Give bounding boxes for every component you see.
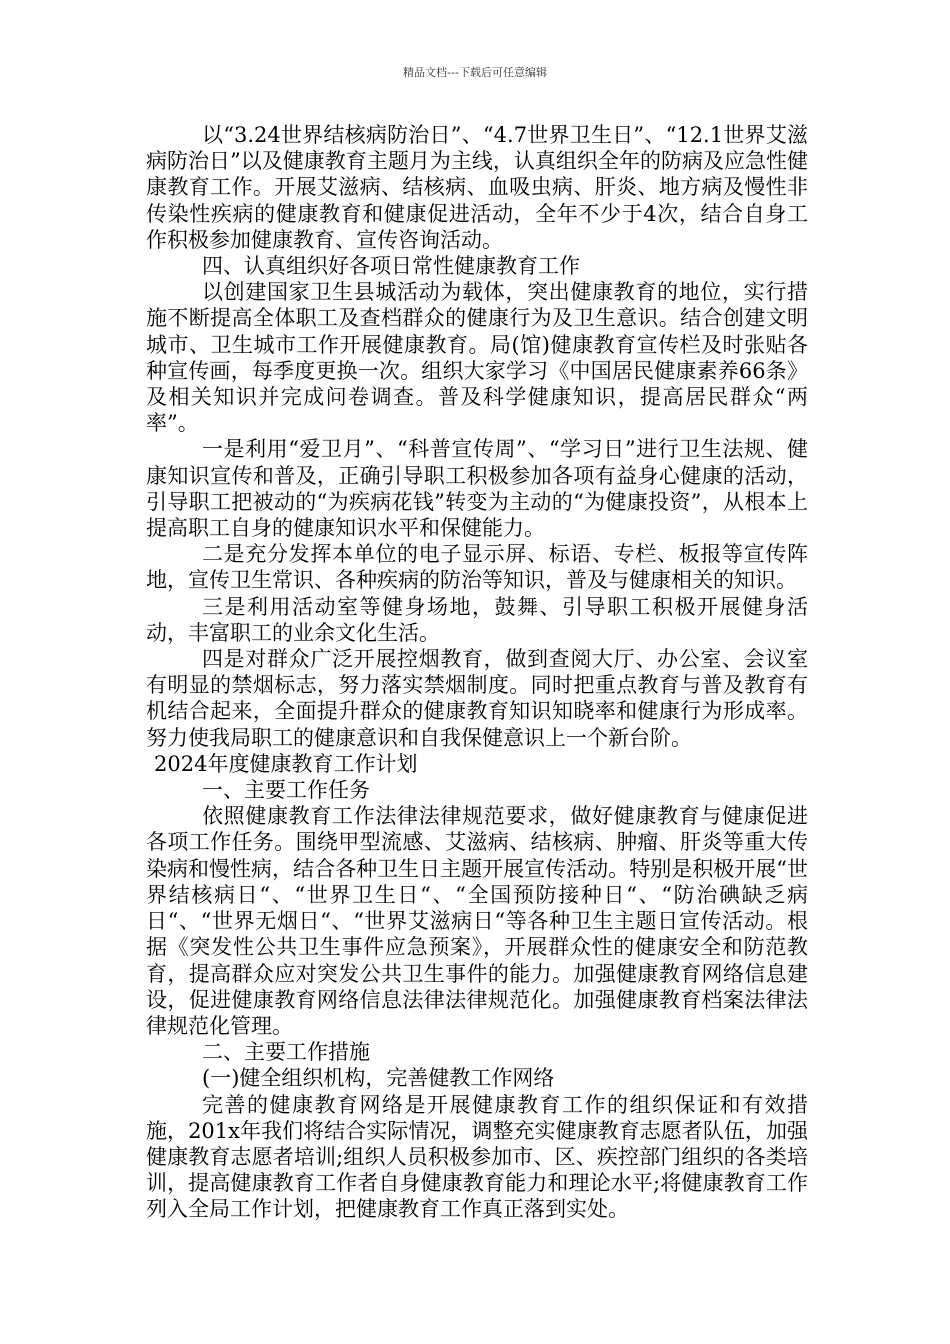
paragraph-first-measure: 一是利用“爱卫月”、“科普宣传周”、“学习日”进行卫生法规、健康知识宣传和普及，正确引导职工积极参加各项有益身心健康的活动，引导职工把被动的“为疾病花钱”转变为主动的“为健康投资”，从根本上提高职工自身的健康知识水平和保健能力。 bbox=[146, 437, 808, 541]
document-body bbox=[146, 122, 808, 1223]
section-heading-daily-work: 四、认真组织好各项日常性健康教育工作 bbox=[202, 254, 580, 279]
section-heading-main-tasks: 一、主要工作任务 bbox=[202, 778, 370, 803]
paragraph-fourth-measure: 四是对群众广泛开展控烟教育，做到查阅大厅、办公室、会议室有明显的禁烟标志，努力落实禁烟制度。同时把重点教育与普及教育有机结合起来，全面提升群众的健康教育知识知晓率和健康行为形成率。努力使我局职工的健康意识和自我保健意识上一个新台阶。 bbox=[146, 647, 808, 750]
section-heading-main-measures: 二、主要工作措施 bbox=[202, 1040, 370, 1065]
paragraph-health-days: 以“3.24世界结核病防治日”、“4.7世界卫生日”、“12.1世界艾滋病防治日”以及健康教育主题月为主线，认真组织全年的防病及应急性健康教育工作。开展艾滋病、结核病、血吸虫病、肝炎、地方病及慢性非传染性疾病的健康教育和健康促进活动，全年不少于4次，结合自身工作积极参加健康教育、宣传咨询活动。 bbox=[146, 123, 808, 252]
paragraph-third-measure: 三是利用活动室等健身场地，鼓舞、引导职工积极开展健身活动，丰富职工的业余文化生活。 bbox=[146, 594, 808, 645]
paragraph-organization: 完善的健康教育网络是开展健康教育工作的组织保证和有效措施，201x年我们将结合实际情况，调整充实健康教育志愿者队伍，加强健康教育志愿者培训;组织人员积极参加市、区、疾控部门组织的各类培训，提高健康教育工作者自身健康教育能力和理论水平;将健康教育工作列入全局工作计划，把健康教育工作真正落到实处。 bbox=[146, 1092, 808, 1222]
page-header: 精品文档---下载后可任意编辑 bbox=[403, 66, 547, 79]
subheading-organization: (一)健全组织机构，完善健教工作网络 bbox=[202, 1066, 555, 1091]
paragraph-main-tasks: 依照健康教育工作法律法律规范要求，做好健康教育与健康促进各项工作任务。围绕甲型流感、艾滋病、结核病、肿瘤、肝炎等重大传染病和慢性病，结合各种卫生日主题开展宣传活动。特别是积极开展“世界结核病日“、“世界卫生日“、“全国预防接种日“、“防治碘缺乏病日“、“世界无烟日“、“世界艾滋病日“等各种卫生主题日宣传活动。根据《突发性公共卫生事件应急预案》，开展群众性的健康安全和防范教育，提高群众应对突发公共卫生事件的能力。加强健康教育网络信息建设，促进健康教育网络信息法律法律规范化。加强健康教育档案法律法律规范化管理。 bbox=[146, 804, 808, 1038]
paragraph-health-county: 以创建国家卫生县城活动为载体，突出健康教育的地位，实行措施不断提高全体职工及查档群众的健康行为及卫生意识。结合创建文明城市、卫生城市工作开展健康教育。局(馆)健康教育宣传栏及时张贴各种宣传画，每季度更换一次。组织大家学习《中国居民健康素养66条》及相关知识并完成问卷调查。普及科学健康知识，提高居民群众“两率”。 bbox=[146, 280, 808, 436]
paragraph-second-measure: 二是充分发挥本单位的电子显示屏、标语、专栏、板报等宣传阵地，宣传卫生常识、各种疾病的防治等知识，普及与健康相关的知识。 bbox=[146, 542, 808, 593]
plan-title: 2024年度健康教育工作计划 bbox=[154, 751, 418, 776]
